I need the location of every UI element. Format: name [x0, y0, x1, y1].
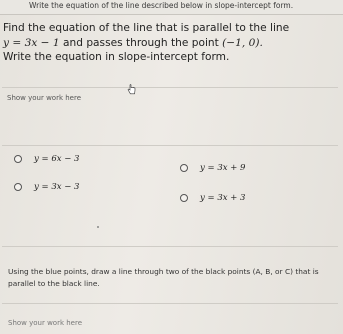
- question-line-3: Write the equation in slope-intercept form.: [3, 51, 230, 63]
- divider: [2, 303, 338, 304]
- question-prompt: [3, 21, 339, 65]
- instruction-header: [0, 0, 343, 15]
- work-area-1[interactable]: [2, 104, 338, 144]
- speck: [97, 226, 99, 228]
- instruction-text: Write the equation of the line described below in slope-intercept form.: [29, 1, 294, 10]
- given-point: (−1, 0).: [222, 36, 263, 49]
- divider: [2, 246, 338, 247]
- question-line-2: [3, 36, 339, 51]
- option-a[interactable]: [14, 154, 79, 164]
- option-c[interactable]: [14, 182, 79, 192]
- question-line-1: Find the equation of the line that is parallel to the line: [3, 22, 290, 34]
- divider: [2, 87, 338, 88]
- divider: [2, 145, 338, 146]
- show-work-label: Show your work here: [8, 319, 83, 327]
- option-b[interactable]: [180, 163, 245, 173]
- radio-button[interactable]: [14, 155, 22, 163]
- hand-cursor-icon: [127, 84, 136, 95]
- question-line-2-text: and passes through the point: [59, 36, 223, 49]
- given-equation: y = 3x − 1: [3, 36, 60, 49]
- show-work-label: Show your work here: [7, 94, 82, 102]
- option-label: y = 3x + 9: [200, 163, 246, 173]
- radio-button[interactable]: [14, 183, 22, 191]
- option-d[interactable]: [180, 193, 245, 203]
- option-label: y = 3x + 3: [200, 193, 246, 203]
- radio-button[interactable]: [180, 194, 188, 202]
- part-b-prompt: Using the blue points, draw a line through two of the black points (A, B, or C) that is parallel to the black line.: [8, 267, 319, 288]
- option-label: y = 3x − 3: [34, 182, 80, 192]
- radio-button[interactable]: [180, 164, 188, 172]
- option-label: y = 6x − 3: [34, 154, 80, 164]
